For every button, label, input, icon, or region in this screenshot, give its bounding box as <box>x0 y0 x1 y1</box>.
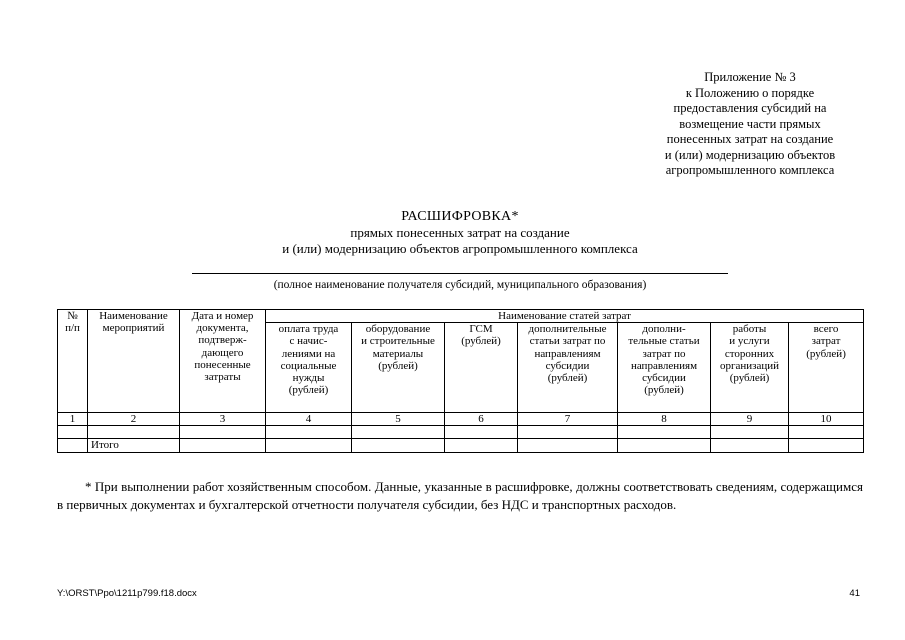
costs-table <box>57 309 864 453</box>
document-title <box>200 209 720 257</box>
footer-file-path: Y:\ORST\Ppo\1211p799.f18.docx <box>57 588 197 599</box>
header-event-name: Наименование мероприятий <box>88 310 180 413</box>
appendix-line: предоставления субсидий на <box>673 101 827 115</box>
header-total-cost: всего затрат (рублей) <box>789 323 864 413</box>
table-cell <box>445 439 518 452</box>
header-equipment: оборудование и строительные материалы (рублей) <box>352 323 445 413</box>
footnote: * При выполнении работ хозяйственным способом. Данные, указанные в расшифровке, должны соответствовать сведениям, содержащимся в первичных документах и бухгалтерской отчетности получателя субсидии, без НДС и транспортных расходов. <box>57 479 863 512</box>
appendix-line: Приложение № 3 <box>704 70 796 84</box>
table-cell <box>58 439 88 452</box>
header-third-party-services: работы и услуги сторонних организаций (рублей) <box>711 323 789 413</box>
recipient-name-line <box>192 273 728 274</box>
table-cell <box>789 439 864 452</box>
table-cell <box>711 426 789 439</box>
table-cell <box>618 426 711 439</box>
header-additional-items-1: дополнительные статьи затрат по направлениям субсидии (рублей) <box>518 323 618 413</box>
total-row <box>58 439 864 452</box>
table-cell <box>618 439 711 452</box>
column-number: 7 <box>518 413 618 426</box>
column-number: 5 <box>352 413 445 426</box>
table-cell <box>58 426 88 439</box>
header-cost-items-group: Наименование статей затрат <box>266 310 864 323</box>
table-cell <box>789 426 864 439</box>
column-number: 4 <box>266 413 352 426</box>
appendix-header <box>600 70 900 179</box>
footer-page-number: 41 <box>849 588 860 599</box>
table-cell <box>180 426 266 439</box>
empty-data-row <box>58 426 864 439</box>
title-line: прямых понесенных затрат на создание <box>350 225 570 240</box>
recipient-caption: (полное наименование получателя субсидий, муниципального образования) <box>273 279 647 291</box>
table-cell <box>352 426 445 439</box>
appendix-line: агропромышленного комплекса <box>665 163 835 177</box>
total-label: Итого <box>88 439 180 452</box>
table-cell <box>445 426 518 439</box>
table-cell <box>266 439 352 452</box>
table-cell <box>711 439 789 452</box>
table-cell <box>352 439 445 452</box>
table-cell <box>180 439 266 452</box>
header-additional-items-2: дополни- тельные статьи затрат по направлениям субсидии (рублей) <box>618 323 711 413</box>
table-cell <box>518 439 618 452</box>
column-numbers-row <box>58 413 864 426</box>
column-number: 9 <box>711 413 789 426</box>
column-number: 3 <box>180 413 266 426</box>
title-heading: РАСШИФРОВКА* <box>401 209 519 224</box>
table-cell <box>266 426 352 439</box>
appendix-line: понесенных затрат на создание <box>666 132 834 146</box>
column-number: 6 <box>445 413 518 426</box>
appendix-line: к Положению о порядке <box>685 85 815 100</box>
header-fuel: ГСМ (рублей) <box>445 323 518 413</box>
table-cell <box>88 426 180 439</box>
header-document: Дата и номер документа, подтверж- дающего понесенные затраты <box>180 310 266 413</box>
column-number: 2 <box>88 413 180 426</box>
header-labor-cost: оплата труда с начис- лениями на социальные нужды (рублей) <box>266 323 352 413</box>
column-number: 10 <box>789 413 864 426</box>
column-number: 8 <box>618 413 711 426</box>
header-number: № п/п <box>58 310 88 413</box>
appendix-line: и (или) модернизацию объектов <box>664 147 836 162</box>
table-cell <box>518 426 618 439</box>
title-line: и (или) модернизацию объектов агропромышленного комплекса <box>282 241 638 256</box>
column-number: 1 <box>58 413 88 426</box>
appendix-line: возмещение части прямых <box>679 116 821 131</box>
